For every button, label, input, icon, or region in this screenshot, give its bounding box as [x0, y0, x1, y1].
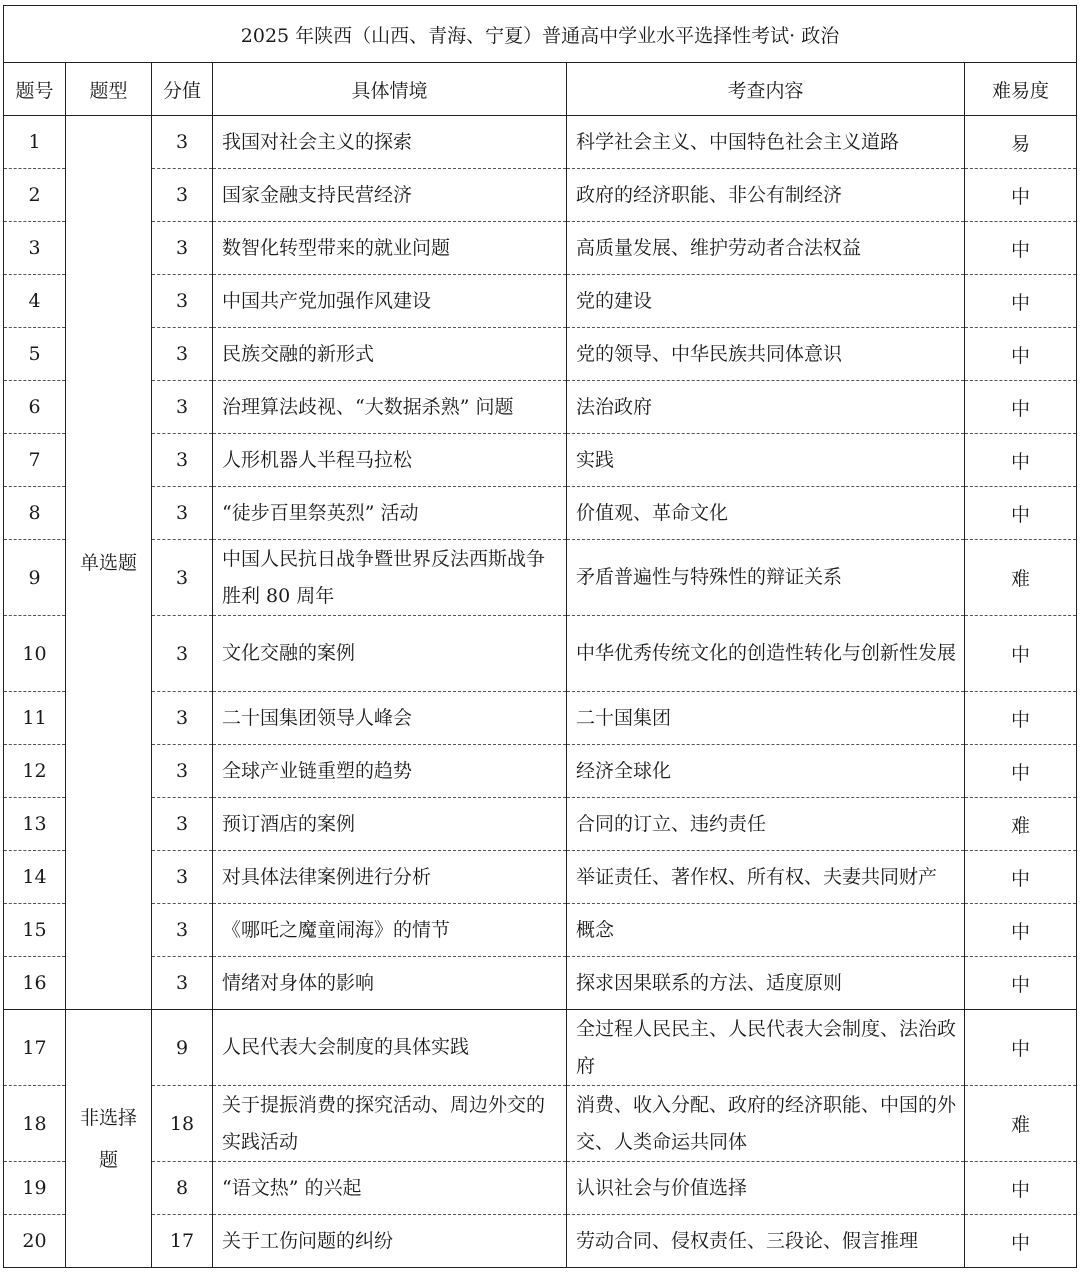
context-cell: “徒步百里祭英烈” 活动	[213, 487, 567, 540]
question-number-cell: 18	[4, 1086, 66, 1162]
question-number-cell: 17	[4, 1010, 66, 1086]
question-number-cell: 9	[4, 540, 66, 616]
question-number-cell: 4	[4, 275, 66, 328]
content-cell: 认识社会与价值选择	[567, 1162, 965, 1215]
table-row	[4, 616, 1077, 692]
context-cell: 预订酒店的案例	[213, 798, 567, 851]
content-cell: 劳动合同、侵权责任、三段论、假言推理	[567, 1215, 965, 1268]
table-row	[4, 540, 1077, 616]
difficulty-cell: 中	[965, 1010, 1077, 1086]
exam-analysis-table-frame	[3, 5, 1076, 1268]
score-cell: 3	[152, 222, 213, 275]
content-cell: 法治政府	[567, 381, 965, 434]
score-cell: 3	[152, 798, 213, 851]
score-cell: 3	[152, 381, 213, 434]
score-cell: 9	[152, 1010, 213, 1086]
difficulty-cell: 中	[965, 381, 1077, 434]
content-cell: 党的建设	[567, 275, 965, 328]
score-cell: 3	[152, 275, 213, 328]
table-row	[4, 487, 1077, 540]
table-row	[4, 851, 1077, 904]
score-cell: 3	[152, 957, 213, 1010]
context-cell: 《哪吒之魔童闹海》的情节	[213, 904, 567, 957]
table-body	[4, 116, 1077, 1268]
table-row	[4, 745, 1077, 798]
content-cell: 经济全球化	[567, 745, 965, 798]
table-row	[4, 1010, 1077, 1086]
header-row	[4, 63, 1077, 116]
difficulty-cell: 中	[965, 692, 1077, 745]
context-cell: 人民代表大会制度的具体实践	[213, 1010, 567, 1086]
content-cell: 价值观、革命文化	[567, 487, 965, 540]
context-cell: 对具体法律案例进行分析	[213, 851, 567, 904]
content-cell: 探求因果联系的方法、适度原则	[567, 957, 965, 1010]
score-cell: 3	[152, 169, 213, 222]
score-cell: 3	[152, 851, 213, 904]
score-cell: 3	[152, 116, 213, 169]
table-row	[4, 957, 1077, 1010]
context-cell: 全球产业链重塑的趋势	[213, 745, 567, 798]
context-cell: “语文热” 的兴起	[213, 1162, 567, 1215]
question-number-cell: 19	[4, 1162, 66, 1215]
content-cell: 中华优秀传统文化的创造性转化与创新性发展	[567, 616, 965, 692]
table-row	[4, 1215, 1077, 1268]
question-number-cell: 16	[4, 957, 66, 1010]
score-cell: 8	[152, 1162, 213, 1215]
header-number: 题号	[4, 63, 66, 116]
table-row	[4, 116, 1077, 169]
table-row	[4, 275, 1077, 328]
context-cell: 二十国集团领导人峰会	[213, 692, 567, 745]
difficulty-cell: 中	[965, 222, 1077, 275]
content-cell: 党的领导、中华民族共同体意识	[567, 328, 965, 381]
table-row	[4, 169, 1077, 222]
table-row	[4, 798, 1077, 851]
difficulty-cell: 中	[965, 275, 1077, 328]
content-cell: 科学社会主义、中国特色社会主义道路	[567, 116, 965, 169]
difficulty-cell: 难	[965, 1086, 1077, 1162]
context-cell: 中国共产党加强作风建设	[213, 275, 567, 328]
table-row	[4, 1162, 1077, 1215]
question-number-cell: 11	[4, 692, 66, 745]
question-type-single-choice: 单选题	[66, 116, 152, 1010]
content-cell: 全过程人民民主、人民代表大会制度、法治政府	[567, 1010, 965, 1086]
score-cell: 3	[152, 692, 213, 745]
content-cell: 二十国集团	[567, 692, 965, 745]
difficulty-cell: 中	[965, 169, 1077, 222]
content-cell: 消费、收入分配、政府的经济职能、中国的外交、人类命运共同体	[567, 1086, 965, 1162]
table-row	[4, 904, 1077, 957]
question-number-cell: 14	[4, 851, 66, 904]
context-cell: 治理算法歧视、“大数据杀熟” 问题	[213, 381, 567, 434]
difficulty-cell: 中	[965, 1215, 1077, 1268]
content-cell: 实践	[567, 434, 965, 487]
context-cell: 国家金融支持民营经济	[213, 169, 567, 222]
question-number-cell: 8	[4, 487, 66, 540]
table-row	[4, 1086, 1077, 1162]
content-cell: 概念	[567, 904, 965, 957]
question-number-cell: 6	[4, 381, 66, 434]
score-cell: 3	[152, 540, 213, 616]
table-row	[4, 381, 1077, 434]
score-cell: 3	[152, 328, 213, 381]
content-cell: 矛盾普遍性与特殊性的辩证关系	[567, 540, 965, 616]
header-score: 分值	[152, 63, 213, 116]
content-cell: 高质量发展、维护劳动者合法权益	[567, 222, 965, 275]
difficulty-cell: 中	[965, 851, 1077, 904]
difficulty-cell: 难	[965, 540, 1077, 616]
question-number-cell: 2	[4, 169, 66, 222]
difficulty-cell: 中	[965, 904, 1077, 957]
context-cell: 情绪对身体的影响	[213, 957, 567, 1010]
score-cell: 3	[152, 487, 213, 540]
question-number-cell: 5	[4, 328, 66, 381]
difficulty-cell: 中	[965, 487, 1077, 540]
score-cell: 3	[152, 745, 213, 798]
question-number-cell: 20	[4, 1215, 66, 1268]
score-cell: 3	[152, 616, 213, 692]
context-cell: 民族交融的新形式	[213, 328, 567, 381]
difficulty-cell: 难	[965, 798, 1077, 851]
difficulty-cell: 中	[965, 616, 1077, 692]
header-context: 具体情境	[213, 63, 567, 116]
difficulty-cell: 中	[965, 957, 1077, 1010]
context-cell: 关于工伤问题的纠纷	[213, 1215, 567, 1268]
difficulty-cell: 中	[965, 745, 1077, 798]
exam-analysis-table	[3, 5, 1077, 1268]
table-row	[4, 328, 1077, 381]
header-content: 考查内容	[567, 63, 965, 116]
question-type-non-choice: 非选择题	[66, 1010, 152, 1268]
score-cell: 18	[152, 1086, 213, 1162]
question-number-cell: 1	[4, 116, 66, 169]
content-cell: 政府的经济职能、非公有制经济	[567, 169, 965, 222]
score-cell: 3	[152, 904, 213, 957]
context-cell: 数智化转型带来的就业问题	[213, 222, 567, 275]
question-number-cell: 3	[4, 222, 66, 275]
question-number-cell: 10	[4, 616, 66, 692]
difficulty-cell: 中	[965, 328, 1077, 381]
table-row	[4, 434, 1077, 487]
question-number-cell: 13	[4, 798, 66, 851]
difficulty-cell: 易	[965, 116, 1077, 169]
context-cell: 人形机器人半程马拉松	[213, 434, 567, 487]
table-title: 2025 年陕西（山西、青海、宁夏）普通高中学业水平选择性考试· 政治	[4, 6, 1077, 63]
difficulty-cell: 中	[965, 1162, 1077, 1215]
context-cell: 文化交融的案例	[213, 616, 567, 692]
question-number-cell: 15	[4, 904, 66, 957]
content-cell: 合同的订立、违约责任	[567, 798, 965, 851]
question-number-cell: 12	[4, 745, 66, 798]
table-row	[4, 222, 1077, 275]
context-cell: 我国对社会主义的探索	[213, 116, 567, 169]
difficulty-cell: 中	[965, 434, 1077, 487]
table-row	[4, 692, 1077, 745]
score-cell: 17	[152, 1215, 213, 1268]
context-cell: 关于提振消费的探究活动、周边外交的实践活动	[213, 1086, 567, 1162]
content-cell: 举证责任、著作权、所有权、夫妻共同财产	[567, 851, 965, 904]
header-difficulty: 难易度	[965, 63, 1077, 116]
score-cell: 3	[152, 434, 213, 487]
header-type: 题型	[66, 63, 152, 116]
question-number-cell: 7	[4, 434, 66, 487]
context-cell: 中国人民抗日战争暨世界反法西斯战争胜利 80 周年	[213, 540, 567, 616]
